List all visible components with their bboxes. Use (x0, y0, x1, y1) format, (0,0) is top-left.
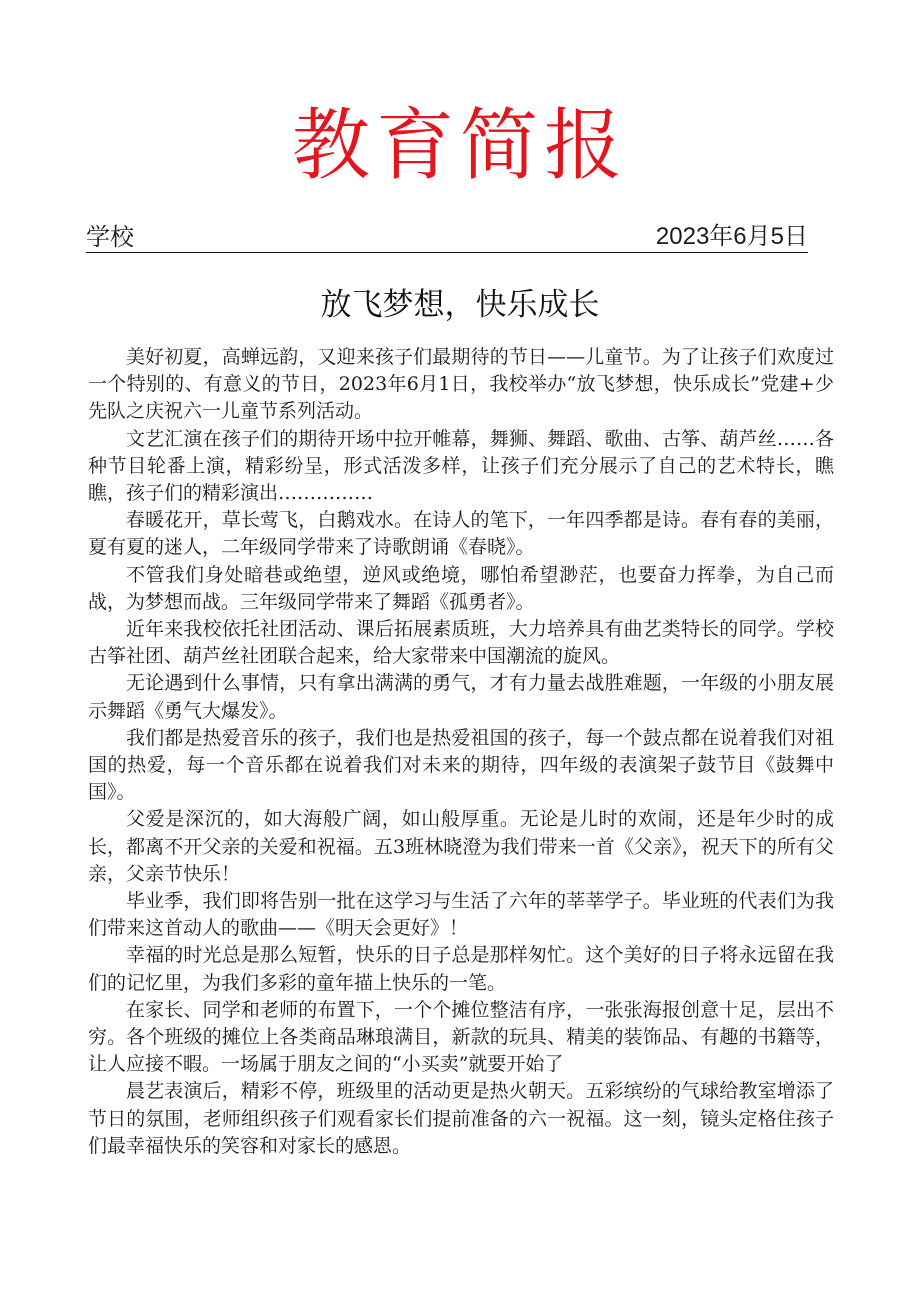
article-paragraph: 不管我们身处暗巷或绝望，逆风或绝境，哪怕希望渺茫，也要奋力挥拳，为自己而战，为梦想而战。三年级同学带来了舞蹈《孤勇者》。 (88, 563, 834, 613)
article-paragraph: 我们都是热爱音乐的孩子，我们也是热爱祖国的孩子，每一个鼓点都在说着我们对祖国的热爱，每一个音乐都在说着我们对未来的期待，四年级的表演架子鼓节目《鼓舞中国》。 (88, 726, 834, 804)
article-paragraph: 父爱是深沉的，如大海般广阔，如山般厚重。无论是儿时的欢闹，还是年少时的成长，都离不开父亲的关爱和祝福。五3班林晓澄为我们带来一首《父亲》，祝天下的所有父亲，父亲节快乐！ (88, 808, 834, 885)
article-body (88, 344, 834, 1160)
issue-date: 2023年6月5日 (655, 223, 808, 250)
article-paragraph: 春暖花开，草长莺飞，白鹅戏水。在诗人的笔下，一年四季都是诗。春有春的美丽，夏有夏的迷人，二年级同学带来了诗歌朗诵《春晓》。 (88, 509, 834, 559)
school-label: 学校 (86, 223, 134, 251)
article-paragraph: 美好初夏，高蝉远韵，又迎来孩子们最期待的节日——儿童节。为了让孩子们欢度过一个特别的、有意义的节日，2023年6月1日，我校举办“放飞梦想，快乐成长”党建+少先队之庆祝六一儿童节系列活动。 (88, 346, 834, 423)
article-headline: 放飞梦想，快乐成长 (320, 287, 600, 323)
article-paragraph: 晨艺表演后，精彩不停，班级里的活动更是热火朝天。五彩缤纷的气球给教室增添了节日的氛围，老师组织孩子们观看家长们提前准备的六一祝福。这一刻，镜头定格住孩子们最幸福快乐的笑容和对家长的感恩。 (88, 1080, 834, 1157)
article-paragraph: 无论遇到什么事情，只有拿出满满的勇气，才有力量去战胜难题，一年级的小朋友展示舞蹈《勇气大爆发》。 (88, 672, 834, 722)
newsletter-masthead-title: 教育简报 (291, 101, 628, 191)
article-paragraph: 在家长、同学和老师的布置下，一个个摊位整洁有序，一张张海报创意十足，层出不穷。各个班级的摊位上各类商品琳琅满目，新款的玩具、精美的装饰品、有趣的书籍等，让人应接不暇。一场属于朋友之间的“小买卖”就要开始了 (88, 998, 834, 1076)
article-paragraph: 毕业季，我们即将告别一批在这学习与生活了六年的莘莘学子。毕业班的代表们为我们带来这首动人的歌曲——《明天会更好》！ (88, 890, 834, 940)
article-paragraph: 文艺汇演在孩子们的期待开场中拉开帷幕，舞狮、舞蹈、歌曲、古筝、葫芦丝……各种节目轮番上演，精彩纷呈，形式活泼多样，让孩子们充分展示了自己的艺术特长，瞧瞧，孩子们的精彩演出…………… (88, 427, 834, 505)
masthead-info-bar (86, 222, 808, 253)
article-paragraph: 近年来我校依托社团活动、课后拓展素质班，大力培养具有曲艺类特长的同学。学校古筝社团、葫芦丝社团联合起来，给大家带来中国潮流的旋风。 (88, 618, 834, 668)
article-paragraph: 幸福的时光总是那么短暂，快乐的日子总是那样匆忙。这个美好的日子将永远留在我们的记忆里，为我们多彩的童年描上快乐的一笔。 (88, 944, 834, 994)
